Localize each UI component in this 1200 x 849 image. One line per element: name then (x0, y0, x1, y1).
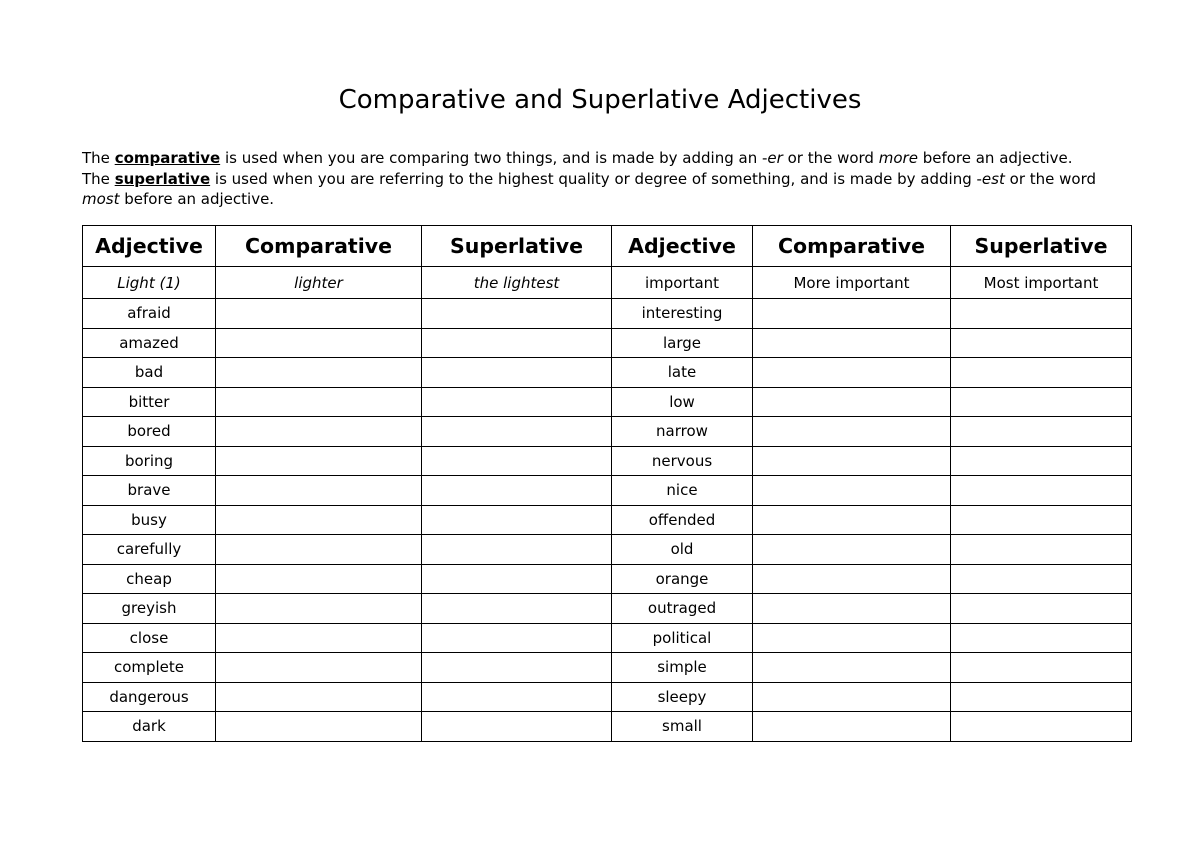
adjective-cell: bored (83, 417, 216, 447)
adjective-cell: nice (612, 476, 753, 506)
adjective-cell: boring (83, 446, 216, 476)
adjective-cell: afraid (83, 299, 216, 329)
adjective-cell: interesting (612, 299, 753, 329)
adjective-cell: outraged (612, 594, 753, 624)
comparative-answer-cell[interactable] (216, 594, 422, 624)
comparative-answer-cell[interactable] (216, 446, 422, 476)
comparative-answer-cell[interactable] (753, 682, 951, 712)
table-row (83, 535, 1132, 565)
comparative-answer-cell[interactable] (753, 417, 951, 447)
comparative-answer-cell[interactable] (216, 505, 422, 535)
comparative-answer-cell[interactable] (753, 712, 951, 742)
definition-text: before an adjective. (124, 190, 275, 208)
comparative-answer-cell[interactable] (216, 476, 422, 506)
superlative-answer-cell[interactable] (422, 594, 612, 624)
superlative-answer-cell[interactable] (951, 623, 1132, 653)
table-row (83, 623, 1132, 653)
superlative-answer-cell[interactable] (951, 682, 1132, 712)
superlative-answer-cell[interactable] (951, 358, 1132, 388)
table-row (83, 446, 1132, 476)
er-suffix: er (767, 149, 783, 167)
header-superlative: Superlative (422, 226, 612, 267)
table-header-row (83, 226, 1132, 267)
adjective-cell: orange (612, 564, 753, 594)
superlative-answer-cell[interactable] (422, 299, 612, 329)
definition-text: or the word (787, 149, 874, 167)
adjective-cell: small (612, 712, 753, 742)
header-comparative: Comparative (753, 226, 951, 267)
superlative-answer-cell[interactable] (951, 476, 1132, 506)
superlative-answer-cell[interactable] (422, 387, 612, 417)
example-superlative: Most important (951, 267, 1132, 299)
superlative-answer-cell[interactable] (422, 682, 612, 712)
adjective-cell: complete (83, 653, 216, 683)
comparative-definition (82, 148, 1132, 169)
adjective-table (82, 225, 1132, 742)
comparative-answer-cell[interactable] (216, 387, 422, 417)
adjective-cell: cheap (83, 564, 216, 594)
superlative-answer-cell[interactable] (422, 328, 612, 358)
comparative-answer-cell[interactable] (216, 623, 422, 653)
adjective-cell: bitter (83, 387, 216, 417)
adjective-cell: close (83, 623, 216, 653)
adjective-cell: low (612, 387, 753, 417)
adjective-cell: old (612, 535, 753, 565)
superlative-answer-cell[interactable] (951, 505, 1132, 535)
definition-text: is used when you are comparing two things, and is made by adding an - (224, 149, 768, 167)
superlative-answer-cell[interactable] (951, 712, 1132, 742)
superlative-definition (82, 169, 1132, 210)
superlative-answer-cell[interactable] (951, 653, 1132, 683)
superlative-answer-cell[interactable] (422, 476, 612, 506)
definition-text: is used when you are referring to the highest quality or degree of something, and is made by adding - (214, 169, 982, 188)
table-row (83, 387, 1132, 417)
comparative-answer-cell[interactable] (216, 682, 422, 712)
superlative-answer-cell[interactable] (951, 564, 1132, 594)
comparative-answer-cell[interactable] (753, 623, 951, 653)
comparative-answer-cell[interactable] (216, 564, 422, 594)
adjective-cell: nervous (612, 446, 753, 476)
superlative-answer-cell[interactable] (422, 623, 612, 653)
table-row (83, 299, 1132, 329)
table-row (83, 653, 1132, 683)
table-row (83, 564, 1132, 594)
comparative-answer-cell[interactable] (216, 358, 422, 388)
comparative-answer-cell[interactable] (753, 328, 951, 358)
adjective-cell: dangerous (83, 682, 216, 712)
table-row (83, 712, 1132, 742)
comparative-answer-cell[interactable] (216, 328, 422, 358)
comparative-answer-cell[interactable] (753, 505, 951, 535)
superlative-answer-cell[interactable] (951, 417, 1132, 447)
superlative-answer-cell[interactable] (422, 653, 612, 683)
comparative-answer-cell[interactable] (216, 535, 422, 565)
header-comparative: Comparative (216, 226, 422, 267)
adjective-cell: sleepy (612, 682, 753, 712)
superlative-answer-cell[interactable] (422, 358, 612, 388)
superlative-answer-cell[interactable] (951, 299, 1132, 329)
comparative-answer-cell[interactable] (216, 417, 422, 447)
superlative-answer-cell[interactable] (951, 535, 1132, 565)
est-suffix: est (981, 169, 1005, 188)
adjective-cell: large (612, 328, 753, 358)
more-word: more (878, 149, 918, 167)
definition-text: before an adjective. (922, 149, 1073, 167)
adjective-cell: busy (83, 505, 216, 535)
comparative-answer-cell[interactable] (753, 535, 951, 565)
comparative-answer-cell[interactable] (753, 653, 951, 683)
comparative-answer-cell[interactable] (753, 387, 951, 417)
definition-the: The (82, 149, 110, 167)
comparative-answer-cell[interactable] (753, 299, 951, 329)
adjective-cell: dark (83, 712, 216, 742)
table-row (83, 476, 1132, 506)
superlative-answer-cell[interactable] (422, 446, 612, 476)
adjective-cell: late (612, 358, 753, 388)
header-adjective: Adjective (612, 226, 753, 267)
adjective-cell: political (612, 623, 753, 653)
intro-text (82, 148, 1132, 210)
table-row (83, 328, 1132, 358)
header-superlative: Superlative (951, 226, 1132, 267)
table-row (83, 505, 1132, 535)
example-comparative: lighter (216, 267, 422, 299)
comparative-answer-cell[interactable] (216, 299, 422, 329)
comparative-answer-cell[interactable] (753, 446, 951, 476)
adjective-cell: greyish (83, 594, 216, 624)
example-comparative: More important (753, 267, 951, 299)
adjective-cell: bad (83, 358, 216, 388)
adjective-cell: narrow (612, 417, 753, 447)
definition-text: or the word (1009, 169, 1097, 188)
example-row (83, 267, 1132, 299)
example-adjective: Light (1) (83, 267, 216, 299)
superlative-answer-cell[interactable] (422, 535, 612, 565)
most-word: most (82, 190, 120, 208)
superlative-answer-cell[interactable] (951, 328, 1132, 358)
comparative-answer-cell[interactable] (753, 564, 951, 594)
definition-the: The (82, 169, 110, 188)
comparative-answer-cell[interactable] (753, 594, 951, 624)
adjective-cell: simple (612, 653, 753, 683)
comparative-answer-cell[interactable] (216, 712, 422, 742)
superlative-answer-cell[interactable] (422, 564, 612, 594)
example-superlative: the lightest (422, 267, 612, 299)
table-row (83, 594, 1132, 624)
comparative-answer-cell[interactable] (753, 358, 951, 388)
superlative-term: superlative (114, 169, 211, 188)
superlative-answer-cell[interactable] (422, 505, 612, 535)
superlative-answer-cell[interactable] (951, 387, 1132, 417)
adjective-cell: carefully (83, 535, 216, 565)
superlative-answer-cell[interactable] (951, 594, 1132, 624)
comparative-answer-cell[interactable] (216, 653, 422, 683)
page-title: Comparative and Superlative Adjectives (338, 85, 862, 115)
adjective-cell: amazed (83, 328, 216, 358)
example-adjective: important (612, 267, 753, 299)
header-adjective: Adjective (83, 226, 216, 267)
table-row (83, 682, 1132, 712)
superlative-answer-cell[interactable] (422, 417, 612, 447)
table-row (83, 417, 1132, 447)
comparative-answer-cell[interactable] (753, 476, 951, 506)
superlative-answer-cell[interactable] (422, 712, 612, 742)
table-row (83, 358, 1132, 388)
adjective-cell: brave (83, 476, 216, 506)
adjective-cell: offended (612, 505, 753, 535)
superlative-answer-cell[interactable] (951, 446, 1132, 476)
comparative-term: comparative (114, 149, 221, 167)
